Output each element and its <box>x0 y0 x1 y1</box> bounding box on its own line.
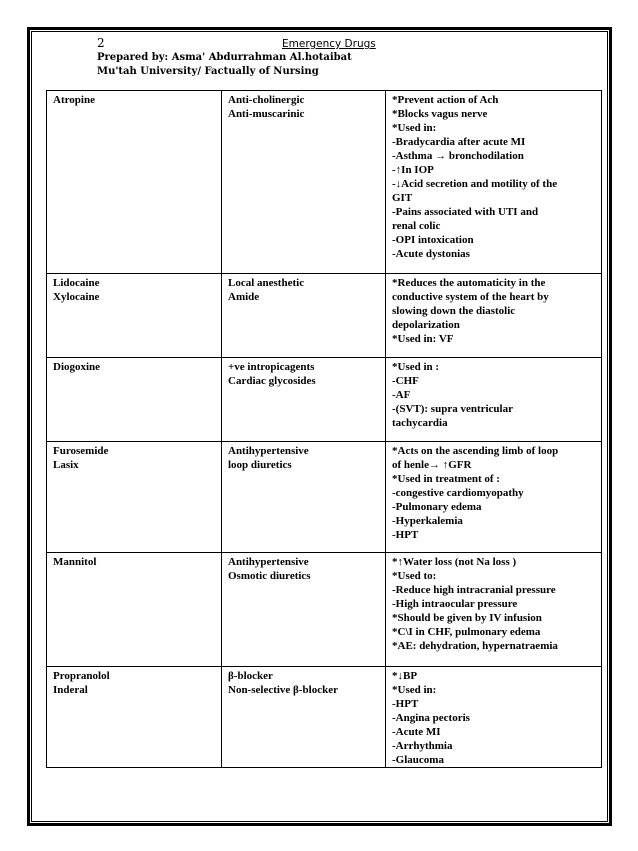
detail-line: *↑Water loss (not Na loss ) <box>392 556 517 568</box>
drug-name-cell <box>47 91 222 274</box>
detail-line: slowing down the diastolic <box>392 305 516 317</box>
drug-details-cell <box>386 91 602 274</box>
detail-line: -CHF <box>392 375 419 387</box>
detail-line: *Reduces the automaticity in the <box>392 277 546 289</box>
detail-line: of henle→ ↑GFR <box>392 459 472 471</box>
detail-line: -Pains associated with UTI and <box>392 206 539 218</box>
detail-line: GIT <box>392 192 413 204</box>
detail-line: depolarization <box>392 319 460 331</box>
drug-details-cell <box>386 442 602 553</box>
detail-line: tachycardia <box>392 417 448 429</box>
detail-line: *AE: dehydration, hypernatraemia <box>392 640 558 652</box>
drug-row <box>47 553 602 667</box>
drug-class: Cardiac glycosides <box>228 375 316 387</box>
detail-line: -↑In IOP <box>392 164 434 176</box>
drug-class-cell <box>222 553 386 667</box>
detail-line: *Should be given by IV infusion <box>392 612 542 624</box>
drug-name: Mannitol <box>53 556 97 568</box>
institution: Mu'tah University/ Factually of Nursing <box>97 66 319 77</box>
drug-class-cell <box>222 274 386 358</box>
drug-name: Lidocaine <box>53 277 100 289</box>
detail-line: -Asthma → bronchodilation <box>392 150 524 162</box>
prepared-by: Prepared by: Asma' Abdurrahman Al.hotaibat <box>97 52 352 63</box>
detail-line: -Bradycardia after acute MI <box>392 136 526 148</box>
detail-line: -Acute dystonias <box>392 248 470 260</box>
drug-name: Furosemide <box>53 445 109 457</box>
detail-line: *Used in : <box>392 361 440 373</box>
drug-name-cell <box>47 274 222 358</box>
drug-class: β-blocker <box>228 670 273 682</box>
detail-line: -HPT <box>392 529 419 541</box>
drug-name-cell <box>47 442 222 553</box>
detail-line: -Acute MI <box>392 726 441 738</box>
detail-line: *Prevent action of Ach <box>392 94 499 106</box>
detail-line: -High intraocular pressure <box>392 598 518 610</box>
drug-class: Antihypertensive <box>228 556 309 568</box>
drug-name-cell <box>47 358 222 442</box>
detail-line: -Glaucoma <box>392 754 444 766</box>
detail-line: -↓Acid secretion and motility of the <box>392 178 558 190</box>
drug-table <box>46 90 602 768</box>
drug-class: Amide <box>228 291 260 303</box>
drug-class: Osmotic diuretics <box>228 570 311 582</box>
drug-class: +ve intropicagents <box>228 361 315 373</box>
detail-line: *Used in: <box>392 684 437 696</box>
drug-class: Antihypertensive <box>228 445 309 457</box>
author-block <box>97 51 352 79</box>
detail-line: -Reduce high intracranial pressure <box>392 584 556 596</box>
drug-class: Anti-muscarinic <box>228 108 305 120</box>
drug-class: Non-selective β-blocker <box>228 684 338 696</box>
drug-name: Propranolol <box>53 670 110 682</box>
drug-name: Diogoxine <box>53 361 101 373</box>
detail-line: *C\I in CHF, pulmonary edema <box>392 626 541 638</box>
drug-class: Local anesthetic <box>228 277 305 289</box>
detail-line: *Used to: <box>392 570 437 582</box>
drug-class-cell <box>222 91 386 274</box>
drug-row <box>47 91 602 274</box>
detail-line: *↓BP <box>392 670 418 682</box>
drug-details-cell <box>386 358 602 442</box>
detail-line: -HPT <box>392 698 419 710</box>
detail-line: -AF <box>392 389 411 401</box>
detail-line: *Blocks vagus nerve <box>392 108 488 120</box>
detail-line: -Hyperkalemia <box>392 515 463 527</box>
document-title: Emergency Drugs <box>282 38 376 50</box>
drug-name: Atropine <box>53 94 95 106</box>
drug-name-cell <box>47 667 222 768</box>
detail-line: -(SVT): supra ventricular <box>392 403 513 415</box>
drug-row <box>47 358 602 442</box>
detail-line: -OPI intoxication <box>392 234 474 246</box>
drug-details-cell <box>386 553 602 667</box>
drug-details-cell <box>386 274 602 358</box>
detail-line: -Arrhythmia <box>392 740 453 752</box>
drug-class: Anti-cholinergic <box>228 94 305 106</box>
drug-class-cell <box>222 442 386 553</box>
drug-name: Inderal <box>53 684 88 696</box>
drug-row <box>47 274 602 358</box>
detail-line: *Used in treatment of : <box>392 473 500 485</box>
detail-line: renal colic <box>392 220 441 232</box>
drug-name-cell <box>47 553 222 667</box>
detail-line: *Acts on the ascending limb of loop <box>392 445 559 457</box>
detail-line: *Used in: <box>392 122 437 134</box>
drug-details-cell <box>386 667 602 768</box>
drug-name: Xylocaine <box>53 291 100 303</box>
detail-line: -congestive cardiomyopathy <box>392 487 524 499</box>
detail-line: *Used in: VF <box>392 333 454 345</box>
detail-line: conductive system of the heart by <box>392 291 549 303</box>
detail-line: -Angina pectoris <box>392 712 470 724</box>
drug-class-cell <box>222 667 386 768</box>
detail-line: -Pulmonary edema <box>392 501 482 513</box>
drug-row <box>47 442 602 553</box>
drug-row <box>47 667 602 768</box>
page-number: 2 <box>97 36 105 50</box>
drug-name: Lasix <box>53 459 79 471</box>
drug-class-cell <box>222 358 386 442</box>
drug-class: loop diuretics <box>228 459 292 471</box>
